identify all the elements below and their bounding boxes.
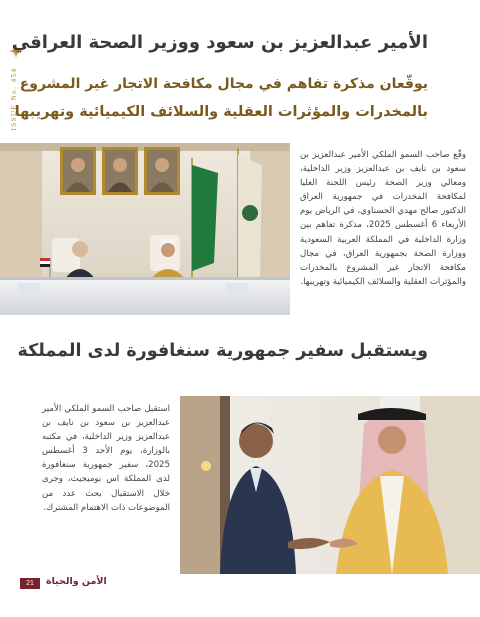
signing-ceremony-photo — [0, 143, 290, 315]
article2-body: استقبل صاحب السمو الملكي الأمير عبدالعزيز بن سعود بن نايف بن عبدالعزيز وزير الداخلية، في مكتبه بالوزارة، يوم الأحد 3 أغسطس 2025، سفير جمهورية سنغافورة لدى المملكة اس بوميجيث، وجرى خلال الاستقبال بحث عدد من الموضوعات ذات الاهتمام المشترك. — [42, 404, 170, 513]
article1-body: وقّع صاحب السمو الملكي الأمير عبدالعزيز بن سعود بن نايف بن عبدالعزيز وزير الداخلية، ومعالي وزير الصحة رئيس اللجنة العليا لمكافحة المخدرات في جمهورية العراق الدكتور صالح مهدي الحسناوي، في الرياض يوم الأربعاء 6 أغسطس 2025، مذكرة تفاهم بين وزارة الداخلية في المملكة العربية السعودية ووزارة الصحة بجمهورية العراق، في مجال مكافحة الاتجار غير المشروع بالمخدرات والمؤثرات العقلية والسلائف الكيميائية وتهريبها. — [300, 150, 466, 287]
magazine-brand: الأمن والحياة — [46, 576, 107, 587]
page-number: 21 — [20, 578, 40, 589]
article1-subtitle-line1: يوقّعان مذكرة تفاهم في مجال مكافحة الاتجار غير المشروع — [19, 76, 428, 92]
ambassador-reception-photo — [180, 396, 480, 574]
article1-title: الأمير عبدالعزيز بن سعود ووزير الصحة العراقي — [11, 32, 428, 53]
article1-subtitle-line2: بالمخدرات والمؤثرات العقلية والسلائف الكيميائية وتهريبها — [14, 104, 428, 120]
article2-title: ويستقبل سفير جمهورية سنغافورة لدى المملكة — [17, 341, 428, 361]
issue-number: ISSUE No. 454 — [10, 67, 18, 131]
